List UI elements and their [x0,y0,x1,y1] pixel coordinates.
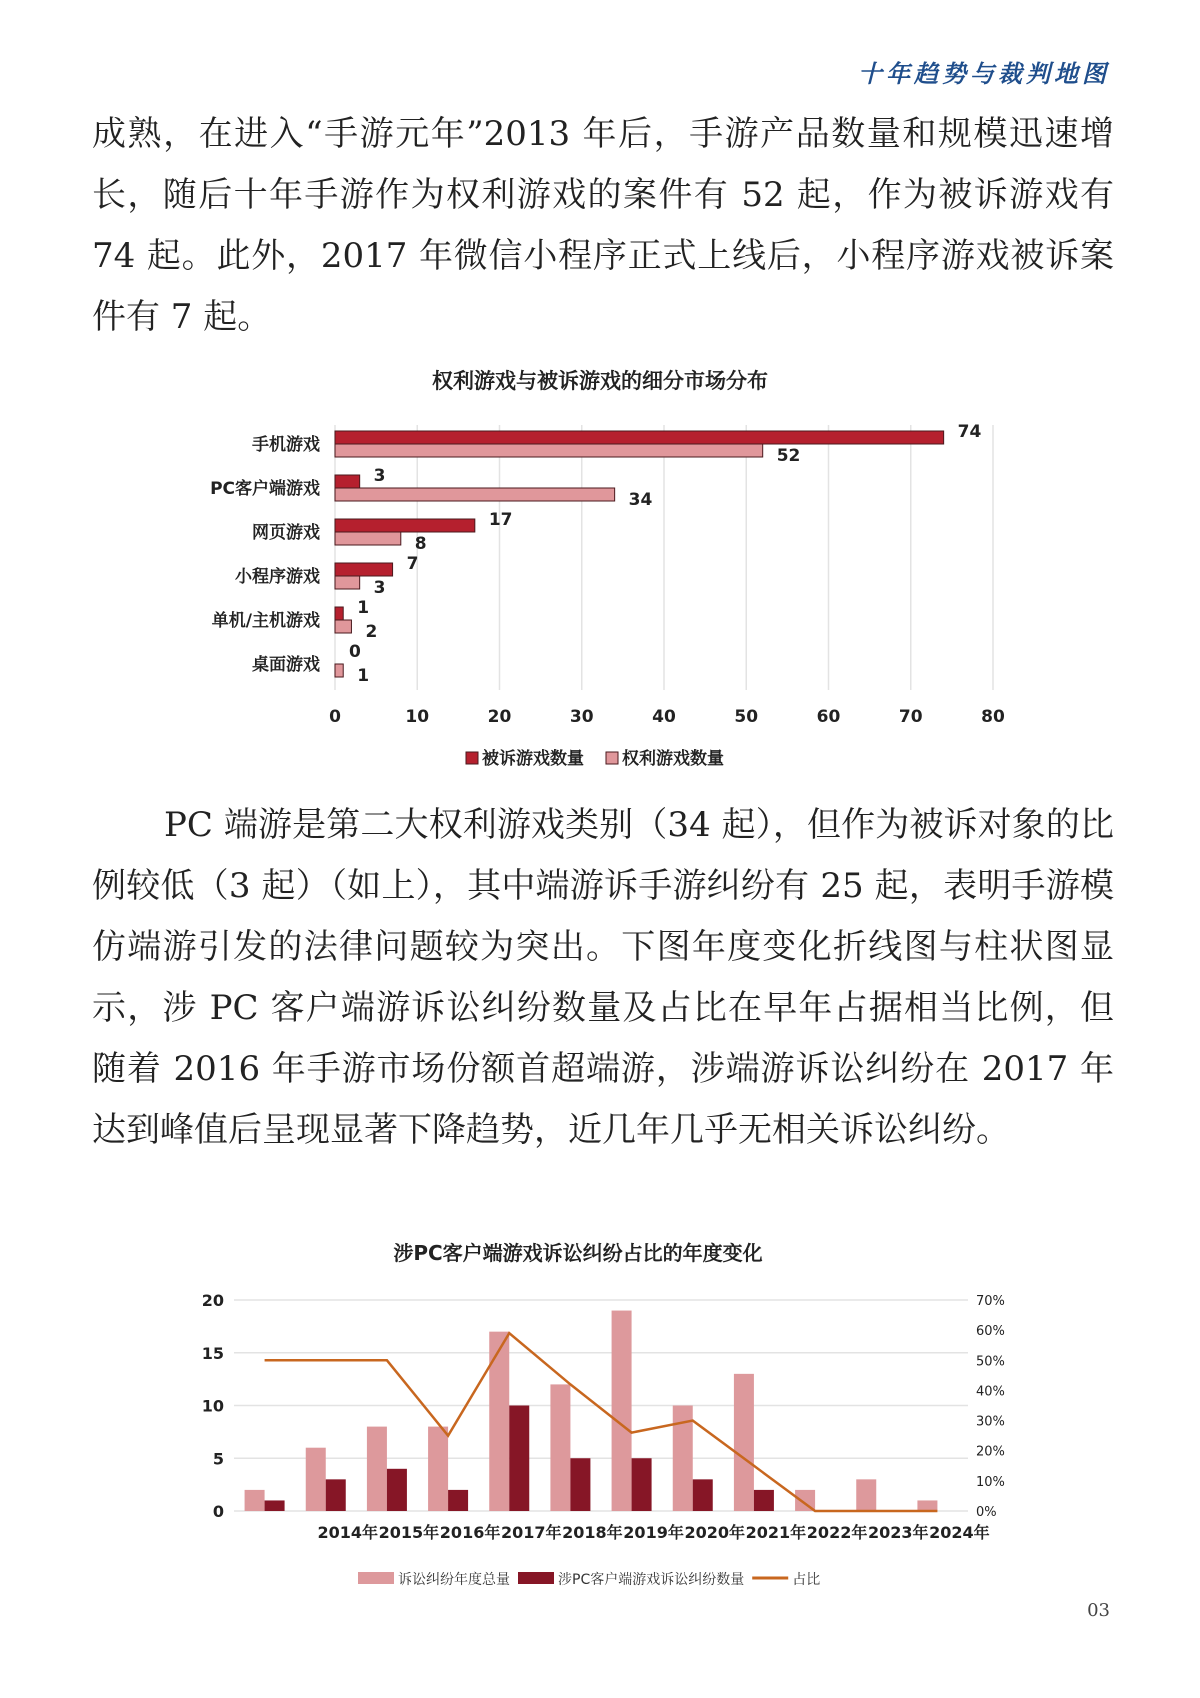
bar-total [612,1311,632,1511]
x-tick-label: 80 [981,707,1005,727]
category-label: 手机游戏 [252,435,320,455]
bar-total [917,1500,937,1511]
data-label: 8 [414,534,427,554]
bar-total [489,1332,509,1511]
data-label: 3 [373,466,386,486]
x-tick-label: 2022年 [806,1523,868,1542]
chart-title: 权利游戏与被诉游戏的细分市场分布 [432,369,768,393]
y2-tick-label: 0% [976,1505,997,1520]
bar-total [428,1427,448,1511]
y2-tick-label: 40% [976,1384,1005,1400]
x-tick-label: 2021年 [745,1523,807,1542]
bar-defendant [335,475,360,488]
data-label: 1 [357,666,370,686]
bar-defendant [335,563,393,576]
line-share [265,1333,938,1511]
bar-rightholder [335,576,360,589]
x-tick-label: 2014年 [317,1523,379,1542]
body-paragraph-1: 成熟，在进入“手游元年”2013 年后，手游产品数量和规模迅速增长，随后十年手游作为权利游戏的案件有 52 起，作为被诉游戏有 74 起。此外，2017 年微信小程序正式上线后，小程序游戏被诉案件有 7 起。 [92,114,1114,337]
legend-label: 权利游戏数量 [622,749,724,769]
legend-label: 被诉游戏数量 [482,749,584,769]
category-label: PC客户端游戏 [210,479,320,499]
bar-total [367,1427,387,1511]
bar-rightholder [335,444,763,457]
legend-swatch [358,1572,394,1584]
legend-label: 涉PC客户端游戏诉讼纠纷数量 [558,1572,745,1588]
bar-rightholder [335,664,343,677]
data-label: 3 [373,578,386,598]
bar-defendant [335,431,944,444]
x-tick-label: 60 [816,707,841,727]
bar-total [306,1448,326,1511]
data-label: 0 [349,642,361,662]
bar-pc [693,1479,713,1511]
bar-rightholder [335,532,401,545]
bar-pc [754,1490,774,1511]
y-tick-label: 0 [212,1502,224,1521]
x-tick-label: 0 [329,707,341,727]
data-label: 52 [776,446,801,466]
category-label: 小程序游戏 [235,567,320,587]
y2-tick-label: 10% [976,1474,1005,1490]
chart-title: 涉PC客户端游戏诉讼纠纷占比的年度变化 [393,1241,763,1265]
bar-defendant [335,607,343,620]
x-tick-label: 2016年 [439,1523,501,1542]
market-distribution-chart [0,0,1200,800]
bar-pc [448,1490,468,1511]
y-tick-label: 15 [201,1343,224,1363]
yearly-pc-litigation-chart [0,1230,1200,1650]
y2-tick-label: 30% [976,1414,1005,1430]
category-label: 网页游戏 [252,523,320,543]
y-tick-label: 5 [212,1449,224,1469]
y2-tick-label: 20% [976,1444,1005,1460]
x-tick-label: 20 [487,707,512,727]
x-tick-label: 2018年 [562,1523,623,1542]
x-tick-label: 40 [652,707,676,727]
bar-pc [265,1500,285,1511]
bar-total [245,1490,265,1511]
data-label: 34 [628,490,653,510]
data-label: 74 [957,422,982,442]
x-tick-label: 2024年 [929,1523,990,1542]
x-tick-label: 2019年 [623,1523,684,1542]
x-tick-label: 70 [898,707,923,727]
page-number: 03 [1087,1600,1110,1621]
y-tick-label: 10 [201,1396,224,1416]
bar-total [856,1479,876,1511]
data-label: 17 [488,510,513,530]
x-tick-label: 2015年 [378,1523,440,1542]
legend-swatch [606,752,618,764]
data-label: 1 [357,598,370,618]
legend-swatch [466,752,478,764]
bar-pc [509,1406,529,1512]
legend-swatch [518,1572,554,1584]
running-header: 十年趋势与裁判地图 [858,59,1110,88]
y2-tick-label: 50% [976,1354,1005,1370]
bar-pc [632,1458,652,1511]
x-tick-label: 30 [569,707,594,727]
bar-total [550,1384,570,1511]
x-tick-label: 10 [405,707,430,727]
body-paragraph-2 [92,795,1114,1161]
legend-label: 诉讼纠纷年度总量 [398,1572,510,1588]
bar-rightholder [335,620,351,633]
bar-defendant [335,519,475,532]
bar-pc [387,1469,407,1511]
x-tick-label: 2020年 [684,1523,746,1542]
bar-pc [570,1458,590,1511]
bar-pc [326,1479,346,1511]
body-paragraph-2-text: PC 端游是第二大权利游戏类别（34 起），但作为被诉对象的比例较低（3 起）（如上），其中端游诉手游纠纷有 25 起，表明手游模仿端游引发的法律问题较为突出。下图年度变化折线图与柱状图显示，涉 PC 客户端游诉讼纠纷数量及占比在早年占据相当比例，但随着 2016 年手游市场份额首超端游，涉端游诉讼纠纷在 2017 年达到峰值后呈现显著下降趋势，近几年几乎无相关诉讼纠纷。 [92,805,1114,1150]
y2-tick-label: 60% [976,1324,1005,1340]
data-label: 2 [365,622,378,642]
y-tick-label: 20 [201,1291,224,1310]
bar-total [734,1374,754,1511]
category-label: 单机/主机游戏 [211,611,320,631]
x-tick-label: 2023年 [867,1523,929,1542]
bar-rightholder [335,488,615,501]
category-label: 桌面游戏 [252,655,320,675]
x-tick-label: 2017年 [500,1523,562,1542]
data-label: 7 [406,554,419,574]
legend-label: 占比 [792,1572,821,1588]
y2-tick-label: 70% [976,1294,1005,1309]
x-tick-label: 50 [734,707,759,727]
